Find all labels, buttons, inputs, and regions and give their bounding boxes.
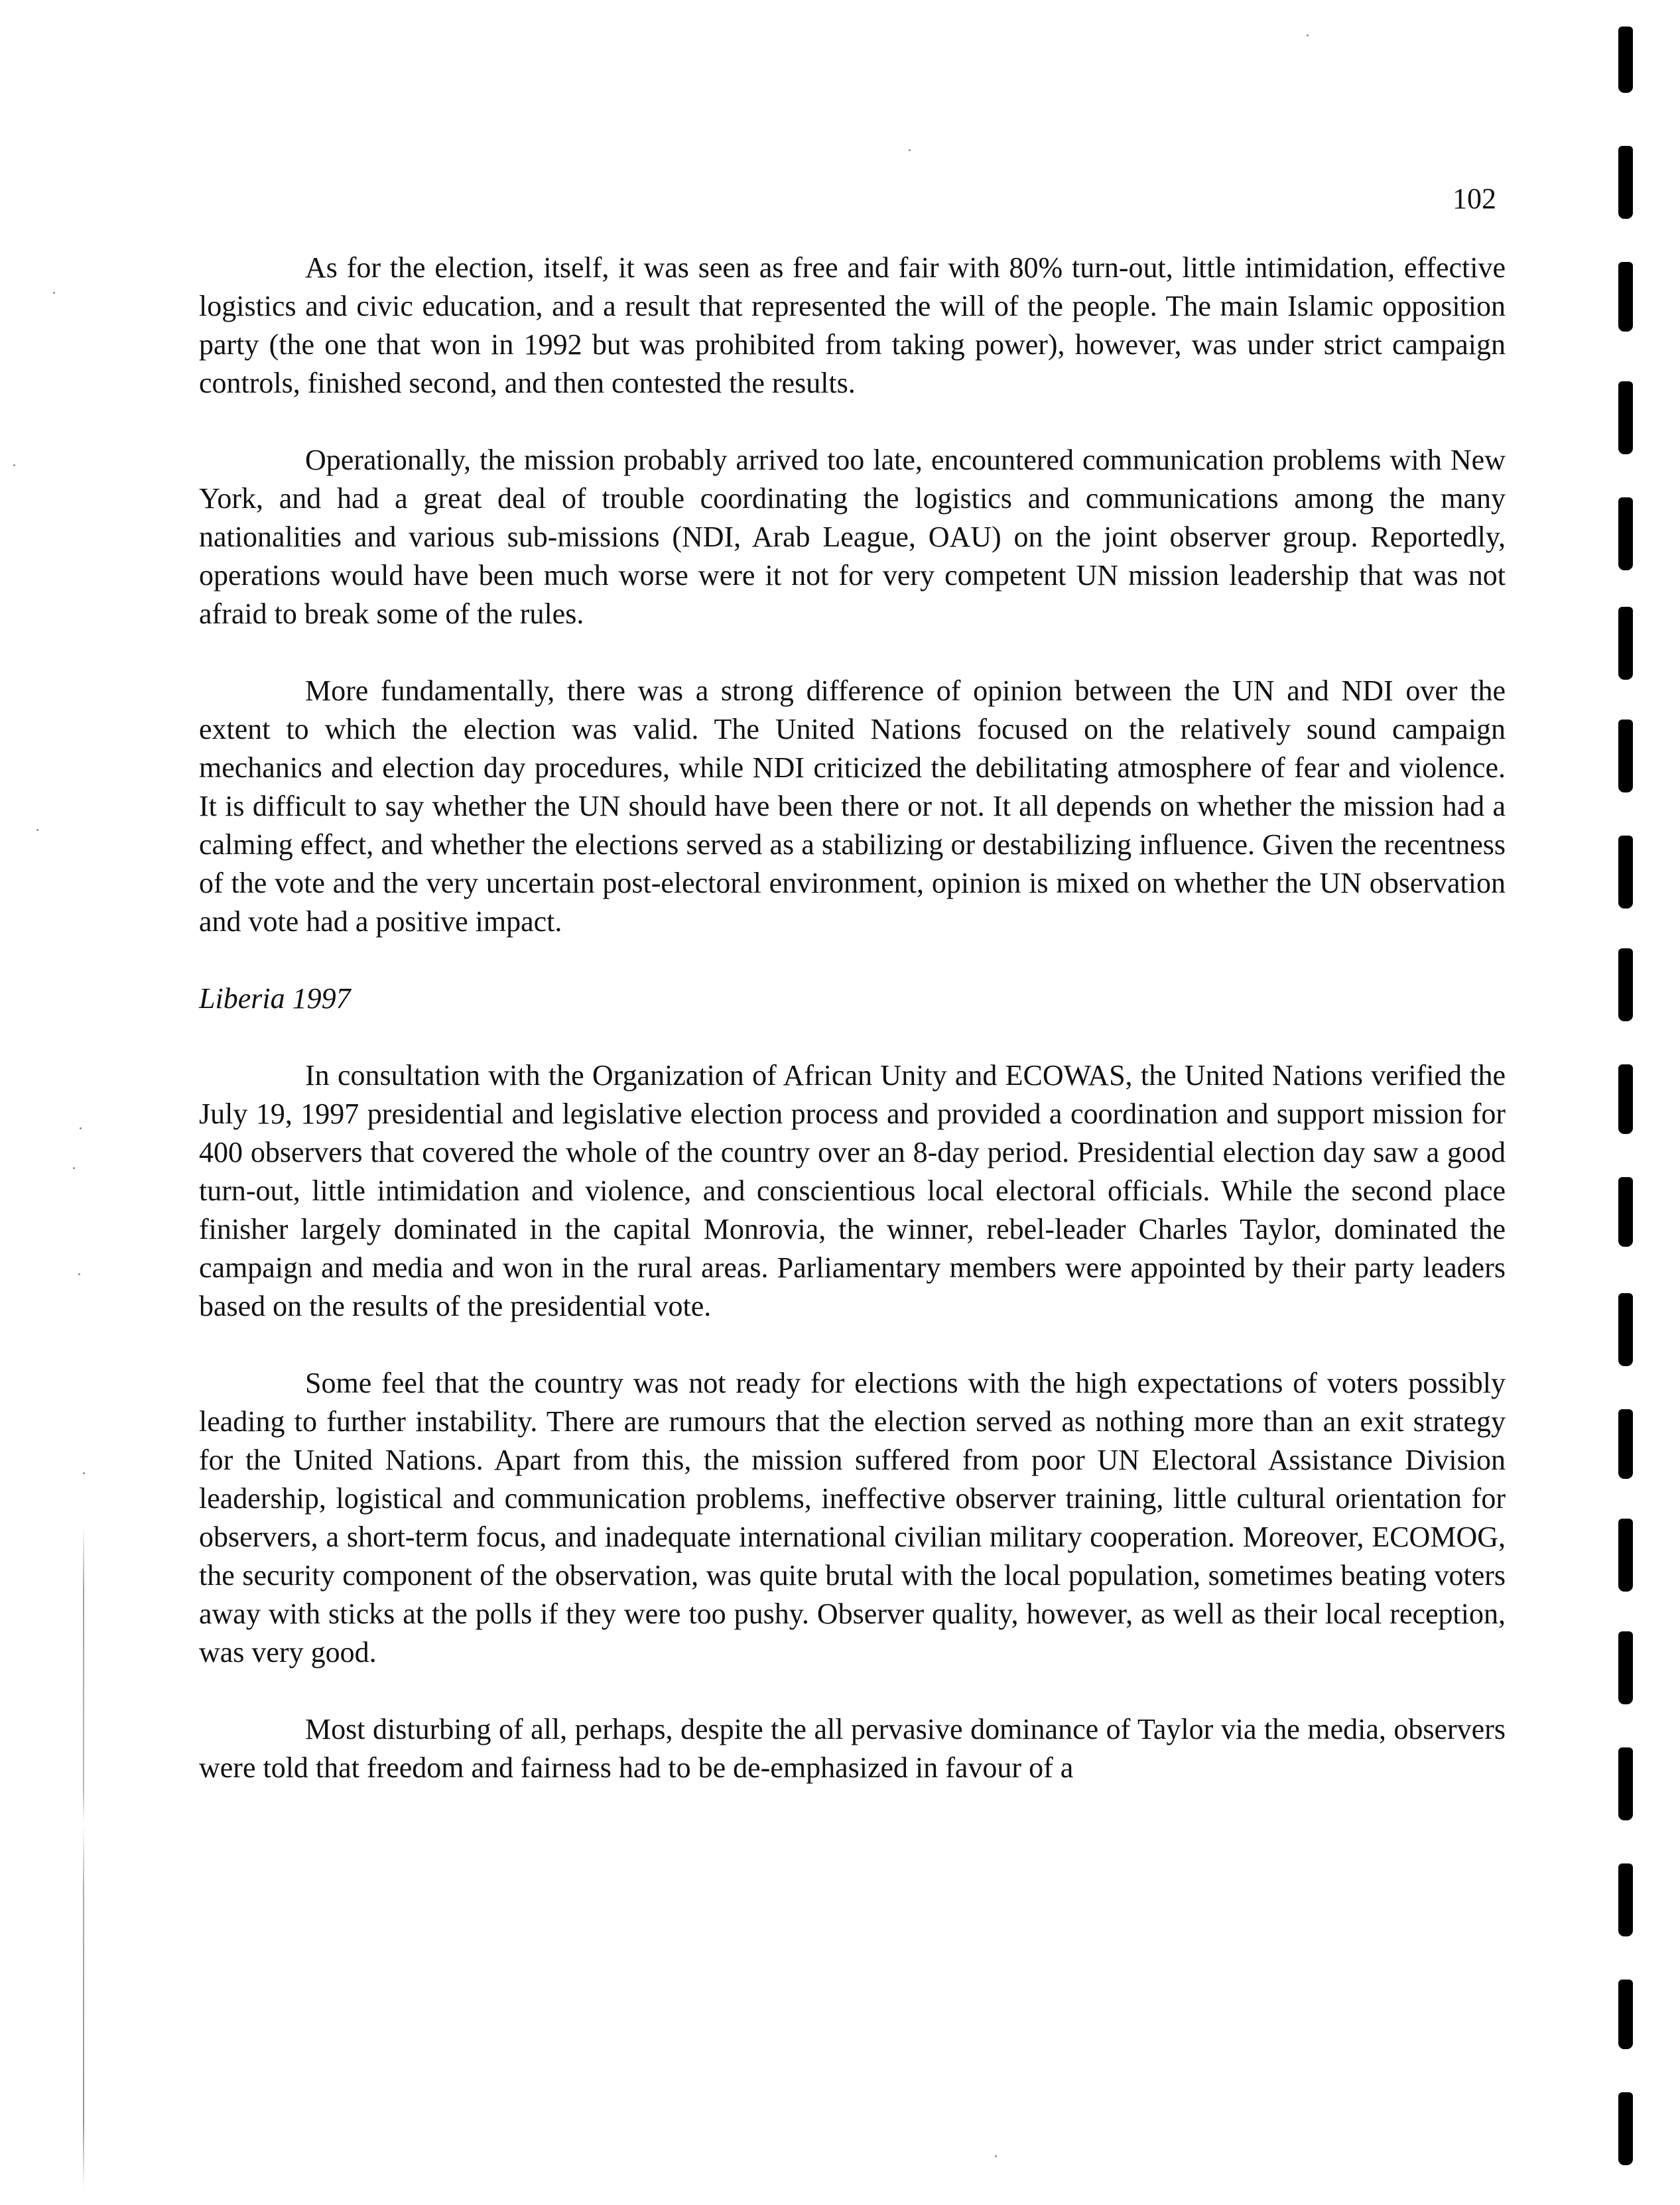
binding-mark: [1618, 720, 1633, 792]
paragraph: Operationally, the mission probably arrived too late, encountered communication problems with New York, and had a great deal of trouble coordinating the logistics and communications among the many nationalities and various sub-missions (NDI, Arab League, OAU) on the joint observer group. Reportedly, operations would have been much worse were it not for very competent UN mission leadership that was not afraid to break some of the rules.: [199, 444, 1506, 630]
paragraph: Most disturbing of all, perhaps, despite the all pervasive dominance of Taylor via the media, observers were told that freedom and fairness had to be de-emphasized in favour of a: [199, 1713, 1506, 1784]
scan-speck: [13, 464, 15, 466]
scan-speck: [73, 1167, 75, 1169]
binding-mark: [1618, 1064, 1633, 1134]
binding-mark: [1618, 497, 1633, 570]
binding-mark: [1618, 607, 1633, 680]
scan-speck: [995, 2155, 997, 2157]
binding-mark: [1618, 1177, 1633, 1247]
scan-speck: [78, 1273, 80, 1275]
binding-mark: [1618, 1631, 1633, 1704]
binding-mark: [1618, 1519, 1633, 1592]
binding-mark: [1618, 2092, 1633, 2165]
scan-speck: [1307, 34, 1309, 36]
section-heading: Liberia 1997: [199, 982, 351, 1015]
scan-speck: [83, 1472, 85, 1474]
binding-mark: [1618, 146, 1633, 219]
scan-speck: [909, 149, 911, 151]
paragraph: More fundamentally, there was a strong difference of opinion between the UN and NDI over the extent to which the election was valid. The United Nations focused on the relatively sound campaign mechanics and election day procedures, while NDI criticized the debilitating atmosphere of fear and violence. It is difficult to say whether the UN should have been there or not. It all depends on whether the mission had a calming effect, and whether the elections served as a stabilizing or destabilizing influence. Given the recentness of the vote and the very uncertain post-electoral environment, opinion is mixed on whether the UN observation and vote had a positive impact.: [199, 674, 1506, 938]
paragraph: Some feel that the country was not ready for elections with the high expectations of voters possibly leading to further instability. There are rumours that the election served as nothing more than an exit strategy for the United Nations. Apart from this, the mission suffered from poor UN Electoral Assistance Division leadership, logistical and communication problems, ineffective observer training, little cultural orientation for observers, a short-term focus, and inadequate international civilian military cooperation. Moreover, ECOMOG, the security component of the observation, was quite brutal with the local population, sometimes beating voters away with sticks at the polls if they were too pushy. Observer quality, however, as well as their local reception, was very good.: [199, 1367, 1506, 1669]
binding-mark: [1618, 948, 1633, 1021]
page-number: 102: [1453, 182, 1496, 215]
binding-mark: [1618, 1409, 1633, 1479]
binding-mark: [1618, 27, 1633, 93]
scan-speck: [80, 1127, 82, 1129]
binding-marks: [1618, 0, 1645, 2205]
binding-mark: [1618, 381, 1633, 454]
binding-mark: [1618, 1747, 1633, 1820]
scan-edge-line: [83, 1525, 84, 2188]
paragraph: In consultation with the Organization of African Unity and ECOWAS, the United Nations verified the July 19, 1997 presidential and legislative election process and provided a coordination and support mission for 400 observers that covered the whole of the country over an 8-day period. Presidential election day saw a good turn-out, little intimidation and violence, and conscientious local electoral officials. While the second place finisher largely dominated in the capital Monrovia, the winner, rebel-leader Charles Taylor, dominated the campaign and media and won in the rural areas. Parliamentary members were appointed by their party leaders based on the results of the presidential vote.: [199, 1059, 1506, 1322]
scan-speck: [36, 829, 38, 831]
binding-mark: [1618, 1980, 1633, 2049]
body-text: [199, 249, 1506, 1826]
scan-speck: [53, 292, 55, 294]
paragraph: As for the election, itself, it was seen as free and fair with 80% turn-out, little intimidation, effective logistics and civic education, and a result that represented the will of the people. The main Islamic opposition party (the one that won in 1992 but was prohibited from taking power), however, was under strict campaign controls, finished second, and then contested the results.: [199, 251, 1506, 399]
binding-mark: [1618, 1863, 1633, 1936]
binding-mark: [1618, 836, 1633, 909]
binding-mark: [1618, 262, 1633, 332]
binding-mark: [1618, 1293, 1633, 1366]
